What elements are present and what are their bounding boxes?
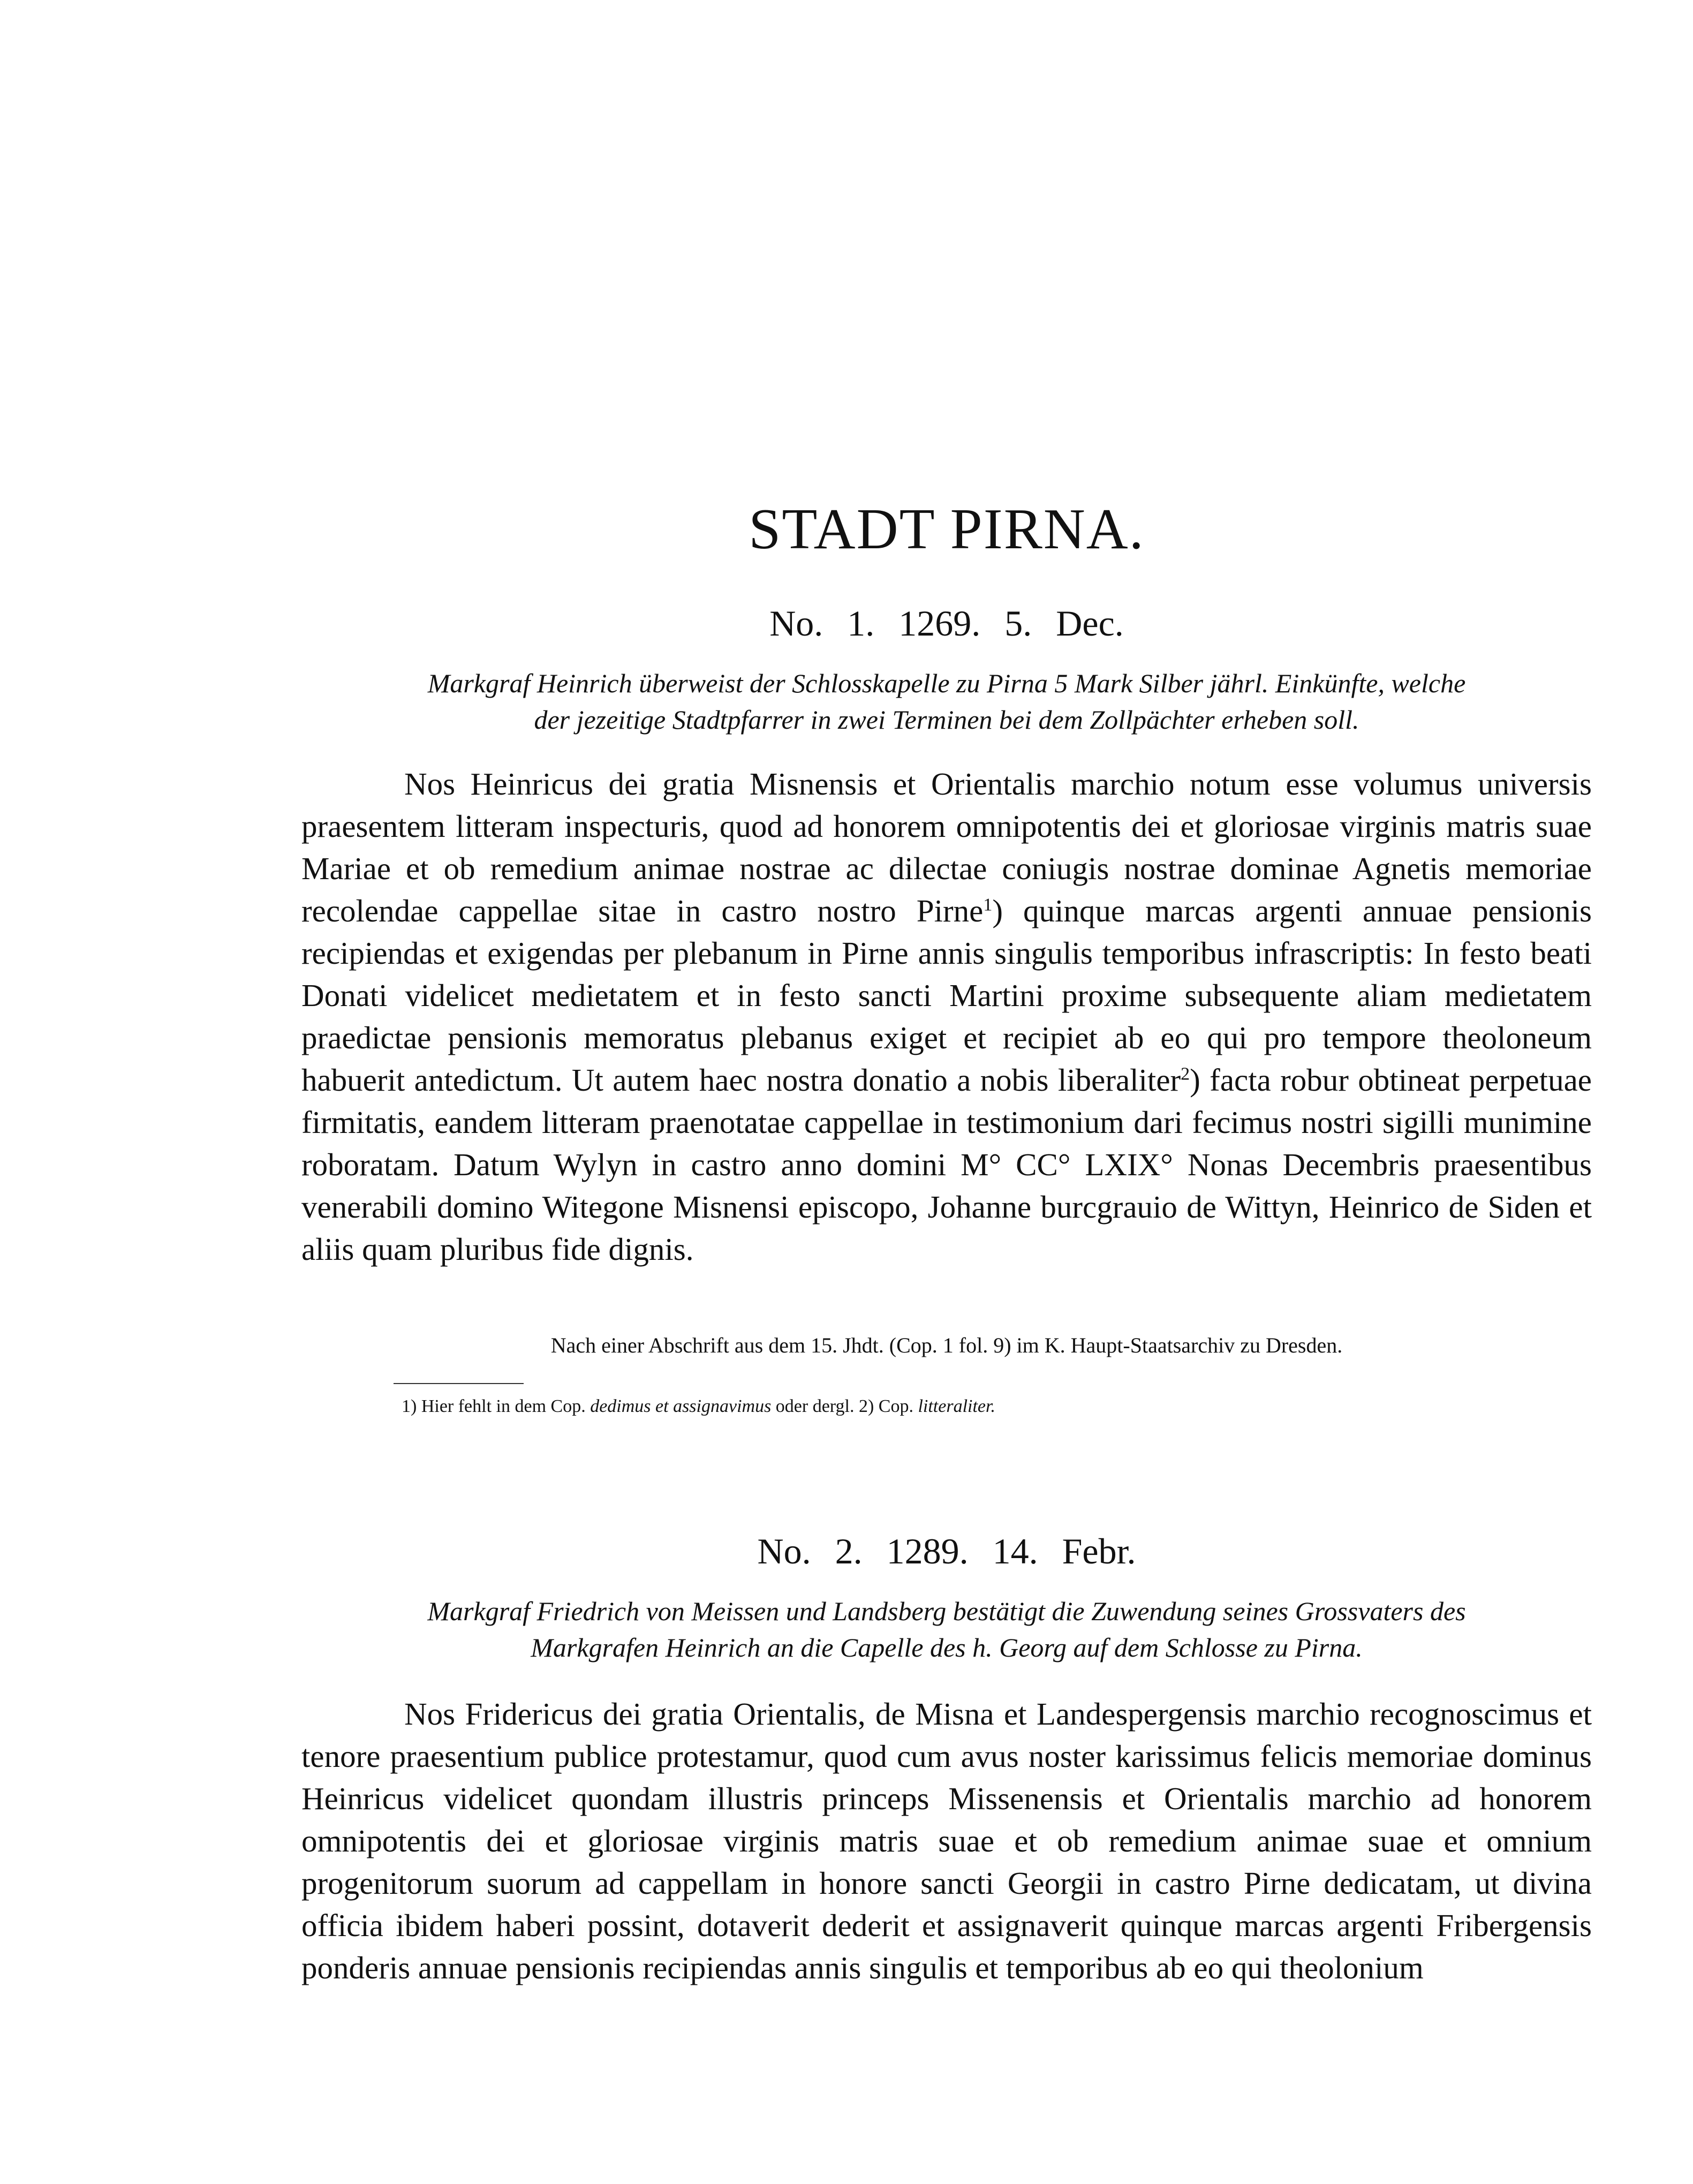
footnote-1-suffix: oder dergl. 2) Cop.	[771, 1396, 918, 1416]
document-1-summary-line-1: Markgraf Heinrich überweist der Schlosskapelle zu Pirna 5 Mark Silber jährl. Einkünfte, welche	[427, 668, 1466, 698]
footnote-1-italic: dedimus et assignavimus	[590, 1396, 772, 1416]
document-1-text-a: Nos Heinricus dei gratia Misnensis et Orientalis marchio notum esse volumus universis praesentem litteram inspecturis, quod ad honorem omnipotentis dei et gloriosae virginis matris suae Mariae et ob remedium animae nostrae ac dilectae coniugis nostrae dominae Agnetis memoriae recolendae cappellae sitae in castro nostro Pirne	[301, 766, 1592, 928]
document-2-heading: No. 2. 1289. 14. Febr.	[757, 1531, 1136, 1571]
document-2-body: Nos Fridericus dei gratia Orientalis, de Misna et Landespergensis marchio recognoscimus et tenore praesentium publice protestamur, quod cum avus noster karissimus felicis memoriae dominus Heinricus videlicet quondam illustris princeps Missenensis et Orientalis marchio ad honorem omnipotentis dei et gloriosae virginis matris suae et ob remedium animae suae et omnium progenitorum suorum ad cappellam in honore sancti Georgii in castro Pirne dedicatam, ut divina officia ibidem haberi possint, dotaverit dederit et assignaverit quinque marcas argenti Fribergensis ponderis annuae pensionis recipiendas annis singulis et temporibus ab eo qui theolonium	[301, 1696, 1592, 1985]
document-1-footnotes	[402, 1397, 995, 1416]
city-title: STADT PIRNA.	[749, 497, 1145, 561]
document-1-text-b: ) quinque marcas argenti annuae pensionis recipiendas et exigendas per plebanum in Pirne annis singulis temporibus infrascriptis: In festo beati Donati videlicet medietatem et in festo sancti Martini proxime subsequente aliam medietatem praedictae pensionis memoratus plebanus exiget et recipiet ab eo qui pro tempore theoloneum habuerit antedictum. Ut autem haec nostra donatio a nobis liberaliter	[301, 893, 1592, 1098]
footnote-2-italic: litteraliter.	[918, 1396, 995, 1416]
document-1-text-c: ) facta robur obtineat perpetuae firmitatis, eandem litteram praenotatae cappellae in testimonium dari fecimus nostri sigilli munimine roboratam. Datum Wylyn in castro anno domini M° CC° LXIX° Nonas Decembris praesentibus venerabili domino Witegone Misnensi episcopo, Johanne burcgrauio de Wittyn, Heinrico de Siden et aliis quam pluribus fide dignis.	[301, 1062, 1592, 1267]
document-1-heading: No. 1. 1269. 5. Dec.	[769, 603, 1124, 644]
document-2-summary-line-2: Markgrafen Heinrich an die Capelle des h. Georg auf dem Schlosse zu Pirna.	[531, 1633, 1363, 1662]
footnote-1-prefix: 1) Hier fehlt in dem Cop.	[402, 1396, 591, 1416]
footnote-divider	[394, 1383, 524, 1384]
document-1-body	[301, 763, 1592, 1271]
document-1-source-note: Nach einer Abschrift aus dem 15. Jhdt. (Cop. 1 fol. 9) im K. Haupt-Staatsarchiv zu Dresden.	[550, 1333, 1343, 1357]
footnote-ref-2: 2	[1181, 1064, 1190, 1084]
document-2-summary	[301, 1593, 1592, 1666]
document-2-summary-line-1: Markgraf Friedrich von Meissen und Landsberg bestätigt die Zuwendung seines Grossvaters des	[427, 1596, 1466, 1626]
footnote-ref-1: 1	[983, 895, 993, 915]
document-1-summary-line-2: der jezeitige Stadtpfarrer in zwei Terminen bei dem Zollpächter erheben soll.	[534, 705, 1359, 735]
document-1-summary	[301, 665, 1592, 738]
